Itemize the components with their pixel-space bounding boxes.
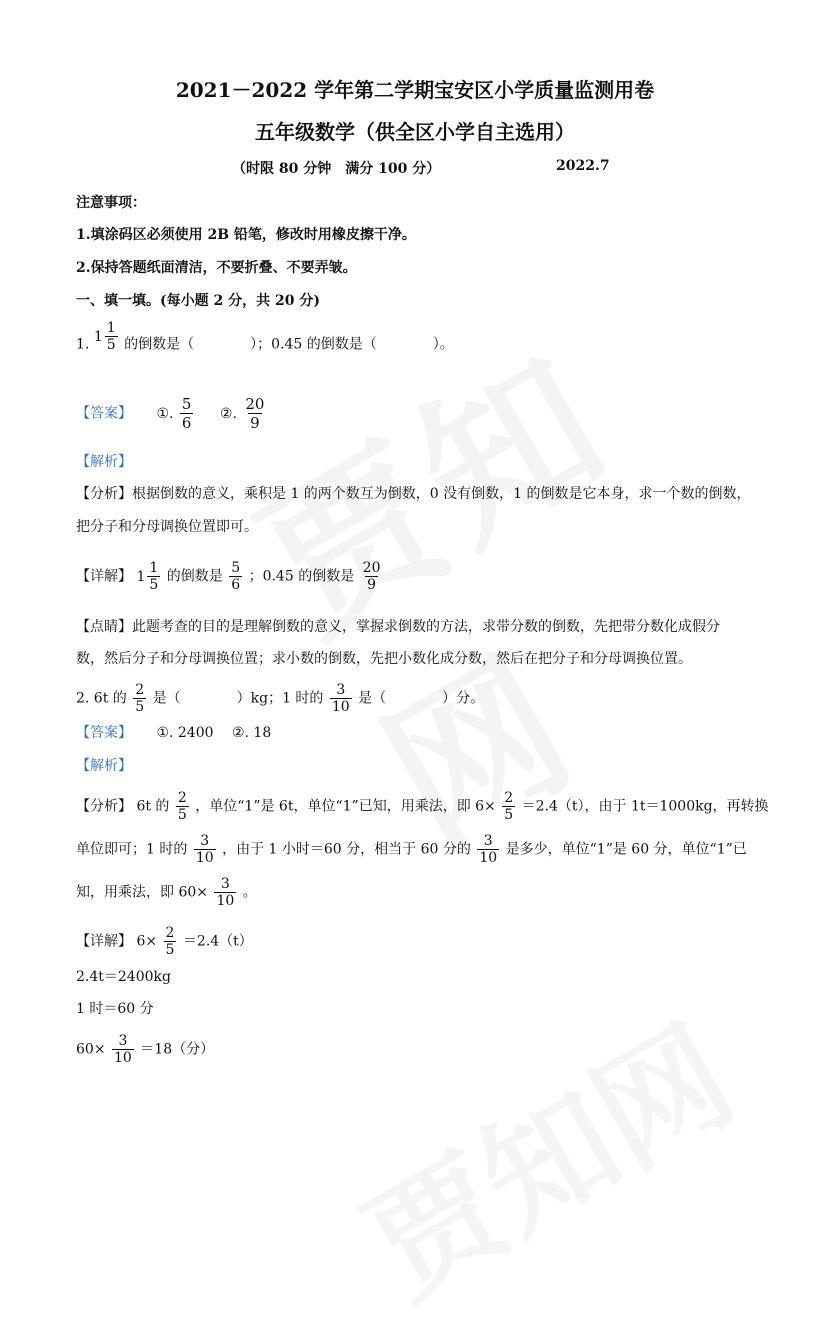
q1-answer [76,395,268,432]
question-text: 是（ ）kg；1 时的 [152,690,324,707]
denominator: 5 [135,699,145,715]
numerator: 3 [200,833,210,849]
fraction [176,790,189,823]
denominator: 9 [367,577,377,593]
q1-fenxi-line-1 [76,484,751,504]
question-1 [76,320,454,361]
numerator: 5 [231,560,241,576]
section1-heading: 一、填一填。(每小题 2 分，共 20 分) [76,293,320,309]
fenxi-text: ＝2.4（t），由于 1t＝1000kg，再转换 [521,798,769,815]
fenxi-text: 6t 的 [136,798,170,815]
fraction [361,560,383,593]
xiangjie-text: 60× [76,1041,106,1058]
denominator: 10 [195,850,214,866]
xiangjie-text: ＝18（分） [140,1041,215,1058]
q2-xiangjie-line-4 [76,1033,214,1066]
mixed-whole: 1 [93,328,103,345]
xiangjie-text: ＝2.4（t） [182,933,253,950]
fraction [105,320,118,353]
denominator: 6 [231,577,241,593]
numerator: 2 [177,790,187,806]
fenxi-text: ，单位“1”是 6t，单位“1”已知，用乘法，即 6× [195,798,496,815]
denominator: 5 [177,807,187,823]
answer-fraction-1 [180,395,194,432]
numerator: 3 [118,1033,128,1049]
denominator: 10 [331,699,350,715]
numerator: 3 [483,833,493,849]
exam-date: 2022.7 [556,158,610,174]
numerator: 3 [220,876,230,892]
q2-fenxi-line-2 [76,833,747,866]
numerator: 2 [504,790,514,806]
fraction [147,560,160,593]
denominator: 10 [114,1050,132,1066]
fenxi-tag: 【分析】 [76,798,132,815]
fraction [112,1033,134,1066]
time-limit-note: （时限 80 分钟 满分 100 分） [232,161,441,177]
numerator: 1 [106,320,116,336]
fraction [330,682,352,715]
dianjing-tag: 【点睛】 [76,619,132,635]
answer-label-1: ①. [156,405,174,422]
denominator: 10 [479,850,498,866]
xiangjie-text: 6× [136,933,158,950]
answer-tag: 【答案】 [76,405,132,422]
xiangjie-tag: 【详解】 [76,933,132,950]
denominator: 5 [165,942,175,958]
q1-dianjing-line-1 [76,617,720,637]
note-item-1: 1.填涂码区必须使用 2B 铅笔，修改时用橡皮擦干净。 [76,227,416,243]
q2-analysis-tag: 【解析】 [76,758,132,774]
xiangjie-text: ；0.45 的倒数是 [248,568,355,585]
xiangjie-tag: 【详解】 [76,568,132,585]
note-item-2: 2.保持答题纸面清洁，不要折叠、不要弄皱。 [76,260,357,276]
numerator: 1 [149,560,159,576]
mixed-whole: 1 [136,568,146,585]
numerator: 3 [336,682,346,698]
denominator: 6 [181,414,192,432]
watermark-bottom [329,975,760,1332]
fenxi-text: 是多少，单位“1”是 60 分，单位“1”已 [505,841,747,858]
answer-label-2: ②. [219,405,237,422]
xiangjie-text: 的倒数是 [166,568,223,585]
answer-tag: 【答案】 [76,725,132,741]
answer-values: ①. 2400 ②. 18 [156,725,272,741]
exam-title: 2021－2022 学年第二学期宝安区小学质量监测用卷 [175,78,655,102]
numerator: 20 [362,560,381,576]
fenxi-text: 单位即可；1 时的 [76,841,188,858]
denominator: 10 [216,893,235,909]
denominator: 9 [250,414,260,432]
q2-xiangjie-line-3: 1 时＝60 分 [76,1001,154,1017]
notes-heading: 注意事项： [76,195,146,211]
fenxi-text: 知，用乘法，即 60× [76,884,208,901]
mixed-number [136,560,162,593]
fraction [164,925,177,958]
denominator: 5 [149,577,159,593]
exam-subtitle: 五年级数学（供全区小学自主选用） [255,120,575,144]
q1-dianjing-line-2: 数，然后分子和分母调换位置；求小数的倒数，先把小数化成分数，然后在把分子和分母调换位置。 [76,651,692,667]
question-number: 1. [76,336,90,353]
numerator: 2 [135,682,145,698]
fraction [194,833,216,866]
q1-analysis-tag: 【解析】 [76,454,132,470]
q2-fenxi-line-1 [76,790,769,823]
fenxi-text: 。 [242,884,257,901]
fenxi-text: 根据倒数的意义，乘积是 1 的两个数互为倒数，0 没有倒数，1 的倒数是它本身，求一个数的倒数， [132,486,751,502]
denominator: 5 [504,807,514,823]
numerator: 20 [245,395,265,413]
fraction [229,560,242,593]
fraction [214,876,236,909]
numerator: 2 [165,925,175,941]
answer-fraction-2 [243,395,266,432]
mixed-number [94,320,120,353]
q2-answer [76,723,271,743]
question-2 [76,682,484,715]
q1-fenxi-line-2: 把分子和分母调换位置即可。 [76,519,258,535]
q1-xiangjie [76,560,384,593]
q2-xiangjie-line-2: 2.4t＝2400kg [76,969,171,985]
fraction [477,833,499,866]
q2-fenxi-line-3 [76,876,257,909]
denominator: 5 [106,337,116,353]
fenxi-text: ，由于 1 小时＝60 分，相当于 60 分的 [222,841,471,858]
question-text: 2. 6t 的 [76,690,127,707]
question-text: 是（ ）分。 [358,690,485,707]
q2-xiangjie-line-1 [76,925,253,958]
dianjing-text: 此题考查的目的是理解倒数的意义，掌握求倒数的方法，求带分数的倒数，先把带分数化成假分 [132,619,720,635]
fraction [133,682,146,715]
question-text: 的倒数是（ ）；0.45 的倒数是（ ）。 [124,336,454,353]
numerator: 5 [181,395,192,413]
fraction [502,790,515,823]
fenxi-tag: 【分析】 [76,486,132,502]
